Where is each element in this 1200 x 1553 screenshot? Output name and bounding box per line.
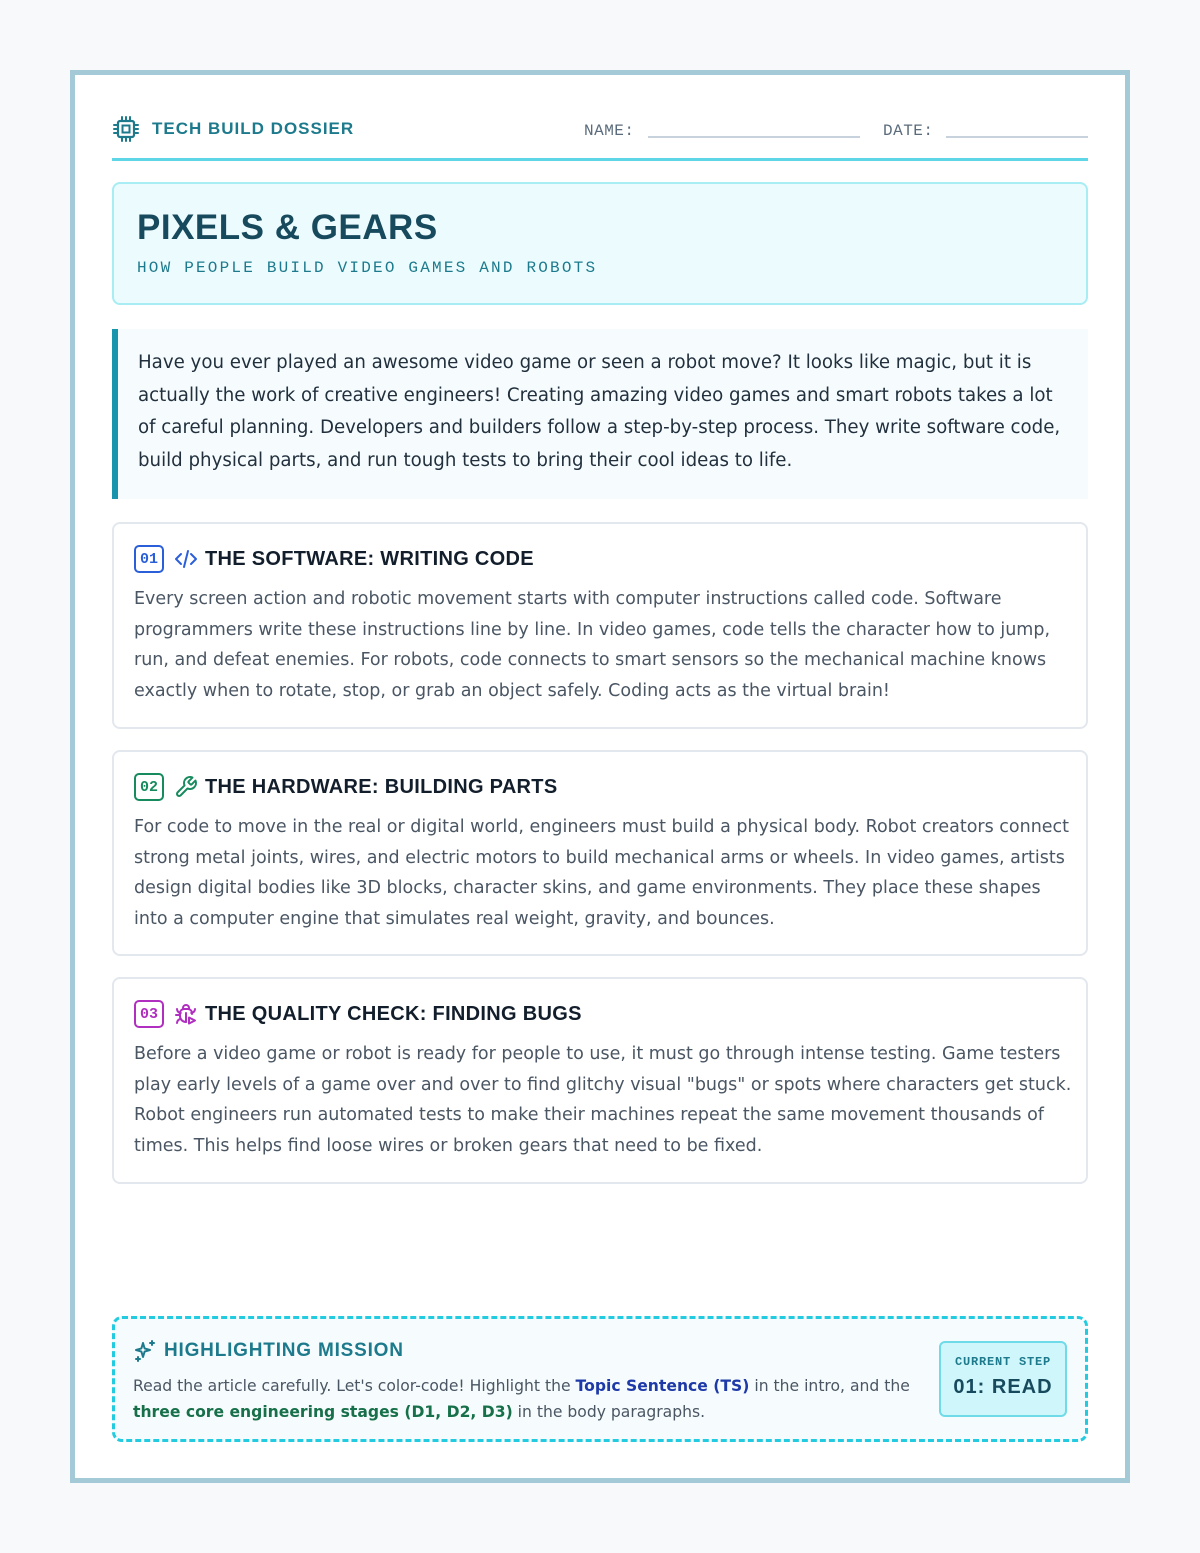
mission-instructions xyxy=(133,1374,933,1425)
section-header xyxy=(134,544,534,574)
section-title: THE HARDWARE: BUILDING PARTS xyxy=(205,775,558,798)
date-field[interactable] xyxy=(946,136,1088,138)
mission-title: HIGHLIGHTING MISSION xyxy=(164,1340,404,1361)
current-step-value: 01: READ xyxy=(953,1376,1053,1398)
intro-paragraph: Have you ever played an awesome video game or seen a robot move? It looks like magic, but it is actually the work of creative engineers! Creating amazing video games and smart robots takes a lot of careful planning. Developers and builders follow a step-by-step process. They write software code, build physical parts, and run tough tests to bring their cool ideas to life. xyxy=(138,352,1061,471)
mission-text-part: Read the article carefully. Let's color-code! Highlight the xyxy=(133,1377,576,1395)
date-label: DATE: xyxy=(883,122,934,140)
sparkles-icon xyxy=(133,1339,157,1363)
brand xyxy=(112,115,354,143)
section-header xyxy=(134,999,582,1029)
section-hardware xyxy=(112,750,1088,956)
section-title: THE SOFTWARE: WRITING CODE xyxy=(205,547,534,570)
name-label: NAME: xyxy=(584,122,635,140)
brand-title: TECH BUILD DOSSIER xyxy=(152,119,355,138)
page-subtitle: HOW PEOPLE BUILD VIDEO GAMES AND ROBOTS xyxy=(137,259,598,277)
section-title: THE QUALITY CHECK: FINDING BUGS xyxy=(205,1002,582,1025)
section-header xyxy=(134,772,557,802)
engineering-stages-highlight: three core engineering stages (D1, D2, D3) xyxy=(133,1402,513,1421)
mission-text-part: in the body paragraphs. xyxy=(512,1402,706,1421)
name-field[interactable] xyxy=(648,136,860,138)
mission-text-part: in the intro, and the xyxy=(749,1377,910,1395)
bug-icon xyxy=(174,1002,198,1026)
section-body: For code to move in the real or digital world, engineers must build a physical body. Robot creators connect strong metal joints, wires, and electric motors to build mechanical arms or wheels. In video games, artists design digital bodies like 3D blocks, character skins, and game environments. They place these shapes into a computer engine that simulates real weight, gravity, and bounces. xyxy=(134,817,1070,930)
header xyxy=(112,105,1088,161)
section-body: Before a video game or robot is ready for people to use, it must go through intense testing. Game testers play early levels of a game over and over to find glitchy visual "bugs" or spots where characters get stuck. Robot engineers run automated tests to make their machines repeat the same movement thousands of times. This helps find loose wires or broken gears that need to be fixed. xyxy=(134,1044,1072,1157)
microchip-icon xyxy=(112,115,140,143)
section-software xyxy=(112,522,1088,729)
intro-block xyxy=(112,329,1088,499)
current-step-badge xyxy=(939,1341,1067,1417)
section-quality-check xyxy=(112,977,1088,1184)
code-icon xyxy=(174,547,198,571)
section-number: 02 xyxy=(134,773,164,801)
section-body: Every screen action and robotic movement starts with computer instructions called code. Software programmers write these instructions line by line. In video games, code tells the character how to jump, run, and defeat enemies. For robots, code connects to smart sensors so the mechanical machine knows exactly when to rotate, stop, or grab an object safely. Coding acts as the virtual brain! xyxy=(134,589,1051,702)
page-title: PIXELS & GEARS xyxy=(137,208,438,247)
wrench-icon xyxy=(174,775,198,799)
title-box xyxy=(112,182,1088,305)
highlighting-mission xyxy=(112,1316,1088,1442)
worksheet-page xyxy=(70,70,1130,1483)
section-number: 03 xyxy=(134,1000,164,1028)
mission-header xyxy=(133,1339,404,1363)
section-number: 01 xyxy=(134,545,164,573)
topic-sentence-highlight: Topic Sentence (TS) xyxy=(575,1377,750,1395)
current-step-label: CURRENT STEP xyxy=(954,1355,1051,1369)
